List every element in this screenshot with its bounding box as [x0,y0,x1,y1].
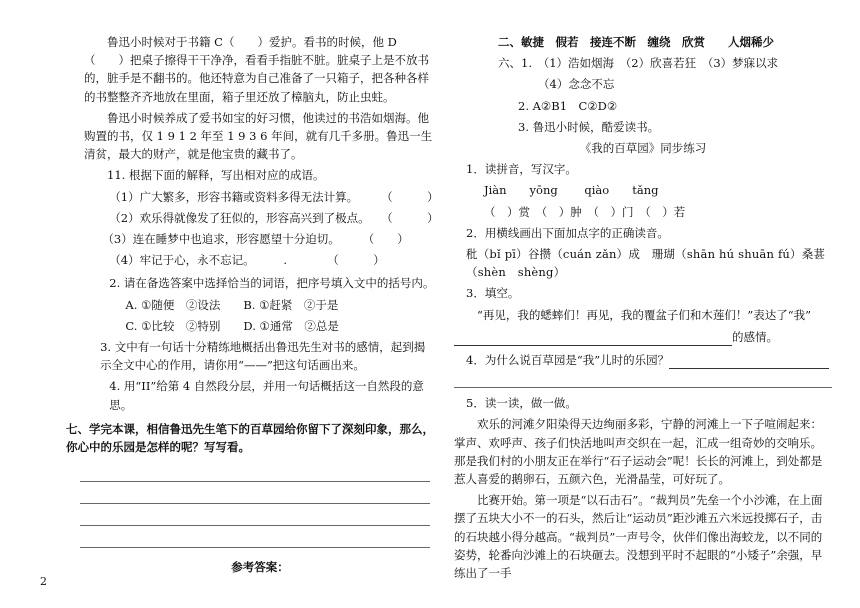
exercise-3-answer-row [454,328,832,346]
question-11: 11. 根据下面的解释，写出相对应的成语。 [107,168,325,183]
answer-section-2: 二、敏捷 假若 接连不断 缠绕 欣赏 人烟稀少 [498,35,774,49]
exercise-4-line[interactable] [454,371,832,388]
exercise-1: 1．读拼音，写汉字。 [466,162,577,177]
exercise-3-end: 的感情。 [732,329,778,344]
writing-line[interactable] [80,526,430,548]
question-3: 3. 文中有一句话十分精练地概括出鲁迅先生对书的感情，起到揭示全文中心的作用，请你用“——”把这句话画出来。 [100,340,426,373]
question-11-item-3: （3）连在睡梦中也追求，形容愿望十分迫切。 （ ） [102,232,409,247]
answers-title: 参考答案： [231,560,289,575]
answer-section-6-item-2: 2. A②B1 C②D② [518,98,618,113]
exercise-3: 3．填空。 [466,286,520,301]
question-11-item-1: （1）广大繁多，形容书籍或资料多得无法计算。 （ ） [109,189,439,204]
question-4: 4. 用“II”给第 4 自然段分层，并用一句话概括这一自然段的意思。 [109,379,424,412]
answer-section-6-item-3: 3. 鲁迅小时候，酷爱读书。 [518,119,660,134]
reading-passage-paragraph-2: 比赛开始。第一项是“以石击石”。“裁判员”先垒一个小沙滩，在上面摆了五块大小不一的石头，然后让“运动员”距沙滩五六米远投掷石子，击的石块越小得分越高。“裁判员”一声号令，伙伴们像出海蛟龙，以不同的姿势，轮番向沙滩上的石块砸去。没想到平时不起眼的“小矮子”余强，早练出了一手 [454,493,823,581]
right-column [454,33,832,582]
exercise-2-line: 秕（bǐ pī）谷攒（cuán zǎn）成 珊瑚（shān hú shuān fú）桑葚（shèn shèng） [466,247,826,280]
exercise-3-blank[interactable] [454,333,732,346]
writing-lines [80,460,430,548]
exercise-2: 2．用横线画出下面加点字的正确读音。 [466,225,669,240]
reading-paragraph-2: 鲁迅小时候养成了爱书如宝的好习惯，他读过的书浩如烟海。他购置的书，仅 1 9 1 2 年至 1 9 3 6 年间，就有几千多册。鲁迅一生清贫，最大的财产，就是他宝贵的藏书了。 [84,110,433,162]
exercise-1-hanzi: （ ）赏 （ ）肿 （ ）门 （ ）若 [484,204,686,219]
question-7: 七、学完本课，相信鲁迅先生笔下的百草园给你留下了深刻印象，那么，你心中的乐园是怎样的呢？写写看。 [66,421,434,455]
writing-line[interactable] [80,504,430,526]
reading-paragraph-1: 鲁迅小时候对于书籍 C（ ）爱护。看书的时候，他 D（ ）把桌子擦得干干净净，看看手指脏不脏。脏桌子上是不放书的，脏手是不翻书的。他还特意为自己准备了一只箱子，把各种各样的书整整齐齐地放在里面，箱子里还放了樟脑丸，防止虫蛀。 [84,35,429,104]
answer-section-6-item-1: 六、1. （1）浩如烟海 （2）欣喜若狂 （3）梦寐以求 [498,56,779,71]
question-2-options-cd: C. ①比较 ②特别 D. ①通常 ②总是 [125,318,339,333]
question-11-item-4: （4）牢记于心，永不忘记。 . （ ） [109,253,385,268]
question-2-options-ab: A. ①随便 ②设法 B. ①赶紧 ②于是 [125,297,339,312]
exercise-5: 5．读一读，做一做。 [466,396,577,411]
exercise-4-blank[interactable] [669,356,829,369]
exercise-1-pinyin: Jiàn yōng qiào tǎng [484,183,659,198]
exercise-3-question: “再见，我的蟋蟀们！再见，我的覆盆子们和木莲们！”表达了“我” [477,307,812,322]
question-2: 2. 请在备选答案中选择恰当的词语，把序号填入文中的括号内。 [109,276,435,291]
writing-line[interactable] [80,460,430,482]
page-number: 2 [40,575,47,588]
exercise-4: 4．为什么说百草园是“我”儿时的乐园？ [466,353,670,368]
left-column [66,33,439,576]
section-title: 《我的百草园》同步练习 [579,141,707,156]
exercise-4-row [454,351,832,369]
answer-section-6-item-1b: （4）念念不忘 [538,77,615,92]
writing-line[interactable] [80,482,430,504]
question-11-item-2: （2）欢乐得就像发了狂似的，形容高兴到了极点。 （ ） [109,210,439,225]
reading-passage-paragraph-1: 欢乐的河滩夕阳染得天边绚丽多彩，宁静的河滩上一下子喧闹起来：掌声、欢呼声、孩子们快活地叫声交织在一起，汇成一组奇妙的交响乐。那是我们村的小朋友正在举行“石子运动会”呢！长长的河滩上，到处都是惹人喜爱的鹅卵石，五颜六色，光滑晶莹，可好玩了。 [454,417,823,487]
